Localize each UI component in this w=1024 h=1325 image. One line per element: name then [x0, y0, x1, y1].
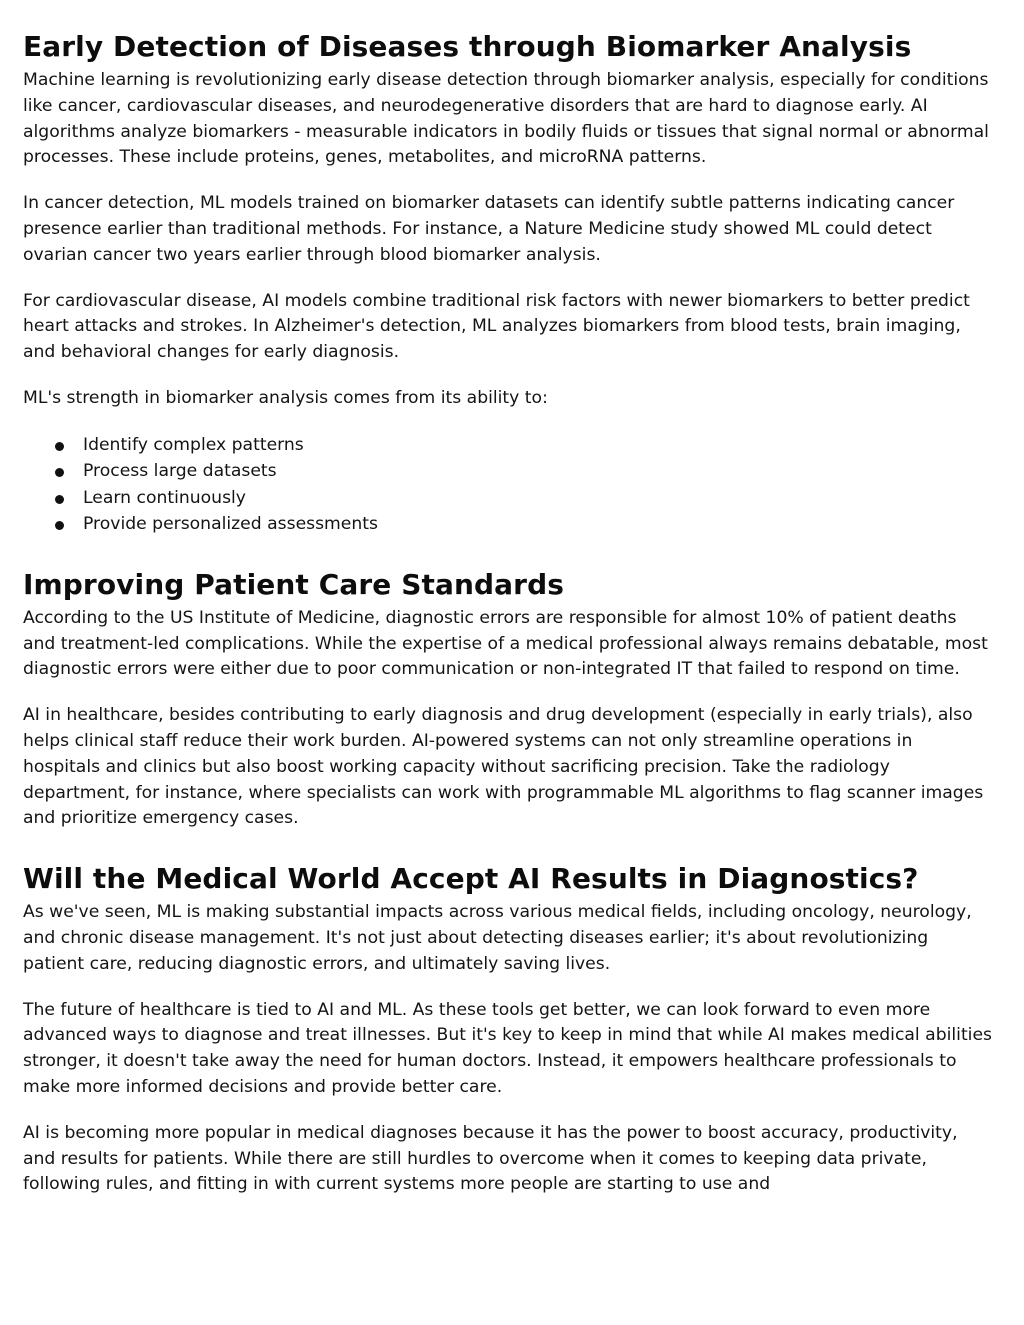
bullet-list: [23, 432, 994, 538]
bullet-icon: [55, 521, 64, 530]
bullet-icon: [55, 468, 64, 477]
heading-early-detection: Early Detection of Diseases through Biomarker Analysis: [23, 30, 912, 63]
paragraph: AI is becoming more popular in medical diagnoses because it has the power to boost accuracy, productivity, and results for patients. While there are still hurdles to overcome when it comes to keeping data private, following rules, and fitting in with current systems more people are starting to use and: [23, 1122, 958, 1195]
paragraph: Machine learning is revolutionizing early disease detection through biomarker analysis, especially for conditions like cancer, cardiovascular diseases, and neurodegenerative disorders that are hard to diagnose early. AI algorithms analyze biomarkers - measurable indicators in bodily fluids or tissues that signal normal or abnormal processes. These include proteins, genes, metabolites, and microRNA patterns.: [23, 70, 989, 168]
list-item-text: Provide personalized assessments: [83, 514, 378, 535]
list-item: [55, 432, 994, 459]
paragraph: ML's strength in biomarker analysis comes from its ability to:: [23, 387, 548, 408]
heading-patient-care: Improving Patient Care Standards: [23, 567, 564, 601]
list-item-text: Process large datasets: [83, 461, 277, 482]
heading-ai-acceptance: Will the Medical World Accept AI Results in Diagnostics?: [23, 862, 919, 896]
paragraph: As we've seen, ML is making substantial impacts across various medical fields, including oncology, neurology, and chronic disease management. It's not just about detecting diseases earlier; it's about revolutionizing patient care, reducing diagnostic errors, and ultimately saving lives.: [23, 902, 972, 974]
paragraph: The future of healthcare is tied to AI and ML. As these tools get better, we can look forward to even more advanced ways to diagnose and treat illnesses. But it's key to keep in mind that while AI makes medical abilities stronger, it doesn't take away the need for human doctors. Instead, it empowers healthcare professionals to make more informed decisions and provide better care.: [23, 999, 992, 1097]
list-item-text: Identify complex patterns: [83, 434, 304, 455]
list-item: [55, 458, 994, 485]
paragraph: AI in healthcare, besides contributing to early diagnosis and drug development (especially in early trials), also helps clinical staff reduce their work burden. AI-powered systems can not only streamline operations in hospitals and clinics but also boost working capacity without sacrificing precision. Take the radiology department, for instance, where specialists can work with programmable ML algorithms to flag scanner images and prioritize emergency cases.: [23, 705, 984, 829]
paragraph: According to the US Institute of Medicine, diagnostic errors are responsible for almost 10% of patient deaths and treatment-led complications. While the expertise of a medical professional always remains debatable, most diagnostic errors were either due to poor communication or non-integrated IT that failed to respond on time.: [23, 607, 988, 680]
bullet-icon: [55, 495, 64, 504]
list-item-text: Learn continuously: [83, 487, 246, 508]
list-item: [55, 511, 994, 538]
list-item: [55, 485, 994, 512]
paragraph: For cardiovascular disease, AI models combine traditional risk factors with newer biomarkers to better predict heart attacks and strokes. In Alzheimer's detection, ML analyzes biomarkers from blood tests, brain imaging, and behavioral changes for early diagnosis.: [23, 290, 970, 363]
bullet-icon: [55, 442, 64, 451]
paragraph: In cancer detection, ML models trained on biomarker datasets can identify subtle patterns indicating cancer presence earlier than traditional methods. For instance, a Nature Medicine study showed ML could detect ovarian cancer two years earlier through blood biomarker analysis.: [23, 193, 955, 265]
